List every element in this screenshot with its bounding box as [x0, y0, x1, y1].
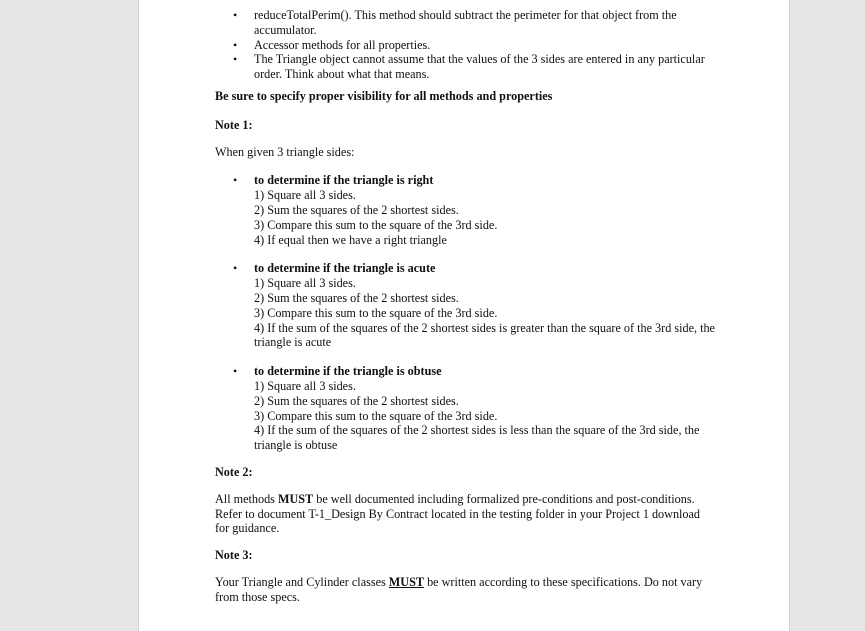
rule-step: 4) If equal then we have a right triangle	[254, 232, 447, 247]
rule-step: 1) Square all 3 sides.	[254, 188, 356, 203]
bullet-icon: •	[233, 364, 238, 379]
note3-text: Your Triangle and Cylinder classes MUST be written according to these specifications. Do not vary from those specs.	[215, 574, 703, 604]
rule-step: 3) Compare this sum to the square of the 3rd side.	[254, 217, 498, 232]
rule-title: to determine if the triangle is acute	[254, 261, 436, 276]
bullet-icon: •	[233, 52, 238, 67]
list-item	[215, 261, 715, 350]
rule-step: 2) Sum the squares of the 2 shortest sides.	[254, 393, 459, 408]
bullet-icon: •	[233, 8, 238, 22]
rule-step: 2) Sum the squares of the 2 shortest sides.	[254, 202, 459, 217]
bullet-icon: •	[233, 173, 238, 188]
note2-text: All methods MUST be well documented including formalized pre-conditions and post-conditions. Refer to document T-1_Design By Contract located in the testing folder in your Project 1 download for guidance.	[215, 491, 701, 536]
list-item: • The Triangle object cannot assume that the values of the 3 sides are entered in any particular order. Think about what that means.	[233, 52, 705, 82]
list-item: • reduceTotalPerim(). This method should subtract the perimeter for that object from the accumulator.	[233, 8, 677, 37]
bullet-icon: •	[233, 261, 238, 276]
rule-step: 2) Sum the squares of the 2 shortest sides.	[254, 290, 459, 305]
note1-intro: When given 3 triangle sides:	[215, 144, 355, 159]
rule-step: 3) Compare this sum to the square of the 3rd side.	[254, 305, 498, 320]
note1-heading: Note 1:	[215, 117, 253, 132]
note3-heading: Note 3:	[215, 548, 253, 563]
list-item	[215, 364, 715, 453]
visibility-note: Be sure to specify proper visibility for all methods and properties	[215, 88, 553, 103]
document-page	[138, 0, 790, 631]
method-requirements-list	[215, 8, 715, 82]
bullet-icon: •	[233, 37, 238, 52]
triangle-rules-list	[215, 173, 715, 453]
rule-title: to determine if the triangle is obtuse	[254, 364, 442, 379]
note2-heading: Note 2:	[215, 464, 253, 479]
list-item	[215, 173, 715, 247]
rule-step: 1) Square all 3 sides.	[254, 276, 356, 291]
rule-step: 4) If the sum of the squares of the 2 shortest sides is greater than the square of the 3rd side, the triangle is acute	[254, 320, 715, 350]
list-item: • Accessor methods for all properties.	[233, 37, 431, 52]
rule-step: 4) If the sum of the squares of the 2 shortest sides is less than the square of the 3rd side, the triangle is obtuse	[254, 423, 700, 453]
rule-step: 3) Compare this sum to the square of the 3rd side.	[254, 408, 498, 423]
rule-title: to determine if the triangle is right	[254, 173, 434, 188]
rule-step: 1) Square all 3 sides.	[254, 378, 356, 393]
document-body	[215, 8, 715, 605]
